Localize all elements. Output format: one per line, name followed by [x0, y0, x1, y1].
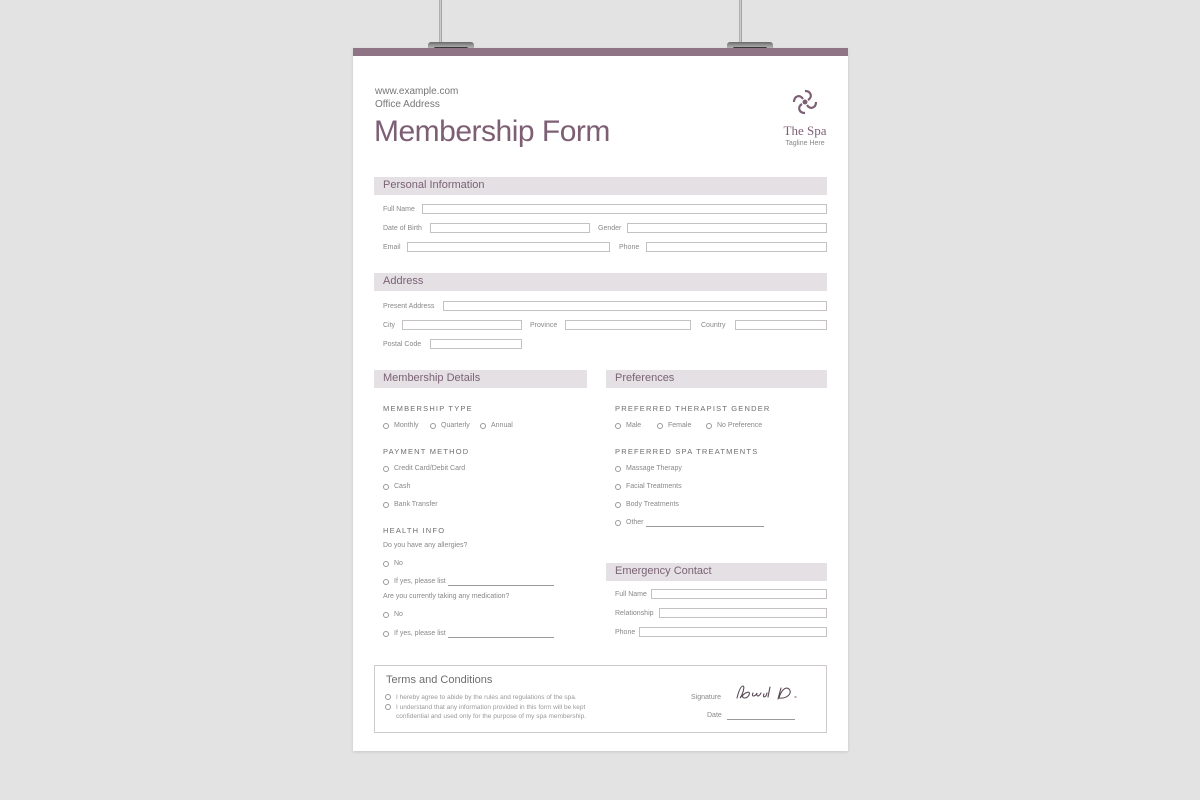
clip-wire-right [739, 0, 742, 46]
radio-icon [383, 423, 389, 429]
radio-icon [383, 466, 389, 472]
option-label: Male [626, 422, 642, 429]
treatment-body[interactable] [615, 501, 679, 508]
emergency-phone-label: Phone [615, 629, 636, 636]
radio-icon [385, 704, 391, 710]
phone-field[interactable] [646, 242, 827, 252]
payment-method-title: PAYMENT METHOD [383, 447, 470, 456]
payment-card[interactable] [383, 465, 465, 472]
option-label: Female [668, 422, 692, 429]
email-field[interactable] [407, 242, 610, 252]
gender-label: Gender [598, 225, 622, 232]
allergies-list-line[interactable] [448, 577, 554, 586]
treatment-massage[interactable] [615, 465, 682, 472]
spa-treatments-title: PREFERRED SPA TREATMENTS [615, 447, 759, 456]
option-label: Monthly [394, 422, 419, 429]
email-label: Email [383, 244, 401, 251]
option-label: Cash [394, 483, 411, 490]
treatment-facial[interactable] [615, 483, 682, 490]
radio-icon [615, 466, 621, 472]
preferences-header [606, 370, 827, 388]
terms-title: Terms and Conditions [386, 674, 493, 686]
option-label: No [394, 611, 403, 618]
country-field[interactable] [735, 320, 827, 330]
other-treatment-line[interactable] [646, 518, 764, 527]
address-header [374, 273, 827, 291]
emergency-full-name-label: Full Name [615, 591, 647, 598]
postal-code-label: Postal Code [383, 341, 422, 348]
postal-code-field[interactable] [430, 339, 522, 349]
option-label: Body Treatments [626, 501, 679, 508]
preferences-title: Preferences [615, 372, 675, 384]
membership-type-quarterly[interactable] [430, 422, 470, 429]
radio-icon [480, 423, 486, 429]
medication-yes[interactable] [383, 629, 554, 638]
emergency-contact-header [606, 563, 827, 581]
radio-icon [383, 502, 389, 508]
form-sheet [353, 48, 848, 751]
allergies-question: Do you have any allergies? [383, 542, 468, 549]
option-label: Bank Transfer [394, 501, 438, 508]
therapist-no-preference[interactable] [706, 422, 762, 429]
allergies-yes[interactable] [383, 577, 554, 586]
health-info-title: HEALTH INFO [383, 526, 446, 535]
radio-icon [615, 423, 621, 429]
signature-label: Signature [691, 694, 721, 701]
province-label: Province [530, 322, 558, 329]
option-label: If yes, please list [394, 630, 446, 637]
terms-text: I hereby agree to abide by the rules and regulations of the spa. [396, 694, 577, 701]
treatment-other[interactable] [615, 518, 764, 527]
province-field[interactable] [565, 320, 691, 330]
membership-details-title: Membership Details [383, 372, 481, 384]
radio-icon [383, 579, 389, 585]
payment-cash[interactable] [383, 483, 410, 490]
radio-icon [615, 520, 621, 526]
therapist-gender-title: PREFERRED THERAPIST GENDER [615, 404, 771, 413]
medication-question: Are you currently taking any medication? [383, 593, 510, 600]
option-label: No Preference [717, 422, 763, 429]
city-label: City [383, 322, 396, 329]
radio-icon [383, 631, 389, 637]
dob-label: Date of Birth [383, 225, 422, 232]
radio-icon [383, 561, 389, 567]
relationship-label: Relationship [615, 610, 654, 617]
dob-field[interactable] [430, 223, 590, 233]
option-label: Annual [491, 422, 513, 429]
option-label: Quarterly [441, 422, 470, 429]
option-label: Massage Therapy [626, 465, 682, 472]
relationship-field[interactable] [659, 608, 827, 618]
radio-icon [615, 502, 621, 508]
page-title: Membership Form [374, 115, 610, 148]
membership-type-annual[interactable] [480, 422, 513, 429]
emergency-phone-field[interactable] [639, 627, 827, 637]
office-address-text: Office Address [375, 99, 440, 110]
option-label: No [394, 560, 403, 567]
address-title: Address [383, 275, 424, 287]
emergency-contact-title: Emergency Contact [615, 565, 712, 577]
therapist-male[interactable] [615, 422, 641, 429]
medication-no[interactable] [383, 611, 403, 618]
personal-info-title: Personal Information [383, 179, 485, 191]
personal-info-header [374, 177, 827, 195]
clip-wire-left [439, 0, 442, 46]
medication-list-line[interactable] [448, 629, 554, 638]
full-name-label: Full Name [383, 206, 415, 213]
lotus-logo-icon [791, 88, 819, 116]
option-label: Other [626, 519, 644, 526]
present-address-label: Present Address [383, 303, 435, 310]
radio-icon [706, 423, 712, 429]
radio-icon [385, 694, 391, 700]
membership-type-monthly[interactable] [383, 422, 419, 429]
phone-label: Phone [619, 244, 640, 251]
date-line[interactable] [727, 719, 795, 720]
spa-logo [779, 88, 831, 147]
city-field[interactable] [402, 320, 522, 330]
terms-confidential[interactable] [385, 703, 586, 721]
terms-text [396, 703, 586, 721]
full-name-field[interactable] [422, 204, 827, 214]
option-label: Credit Card/Debit Card [394, 465, 466, 472]
terms-agree-rules[interactable] [385, 693, 577, 702]
terms-box [374, 665, 827, 733]
membership-type-title: MEMBERSHIP TYPE [383, 404, 473, 413]
option-label: Facial Treatments [626, 483, 682, 490]
terms-text-line: confidential and used only for the purpose of my spa membership. [396, 713, 587, 720]
therapist-female[interactable] [657, 422, 691, 429]
allergies-no[interactable] [383, 560, 403, 567]
brand-name: The Spa [783, 123, 827, 138]
gender-field[interactable] [627, 223, 827, 233]
present-address-field[interactable] [443, 301, 827, 311]
option-label: If yes, please list [394, 578, 446, 585]
handwritten-signature-icon [731, 682, 801, 704]
radio-icon [657, 423, 663, 429]
radio-icon [383, 612, 389, 618]
date-label: Date [707, 712, 722, 719]
radio-icon [615, 484, 621, 490]
payment-bank-transfer[interactable] [383, 501, 438, 508]
emergency-full-name-field[interactable] [651, 589, 827, 599]
brand-tagline: Tagline Here [785, 140, 825, 147]
top-accent-bar [353, 48, 848, 56]
website-text: www.example.com [375, 86, 459, 97]
membership-details-header [374, 370, 587, 388]
country-label: Country [701, 322, 726, 329]
terms-text-line: I understand that any information provided in this form will be kept [396, 704, 586, 711]
radio-icon [430, 423, 436, 429]
radio-icon [383, 484, 389, 490]
